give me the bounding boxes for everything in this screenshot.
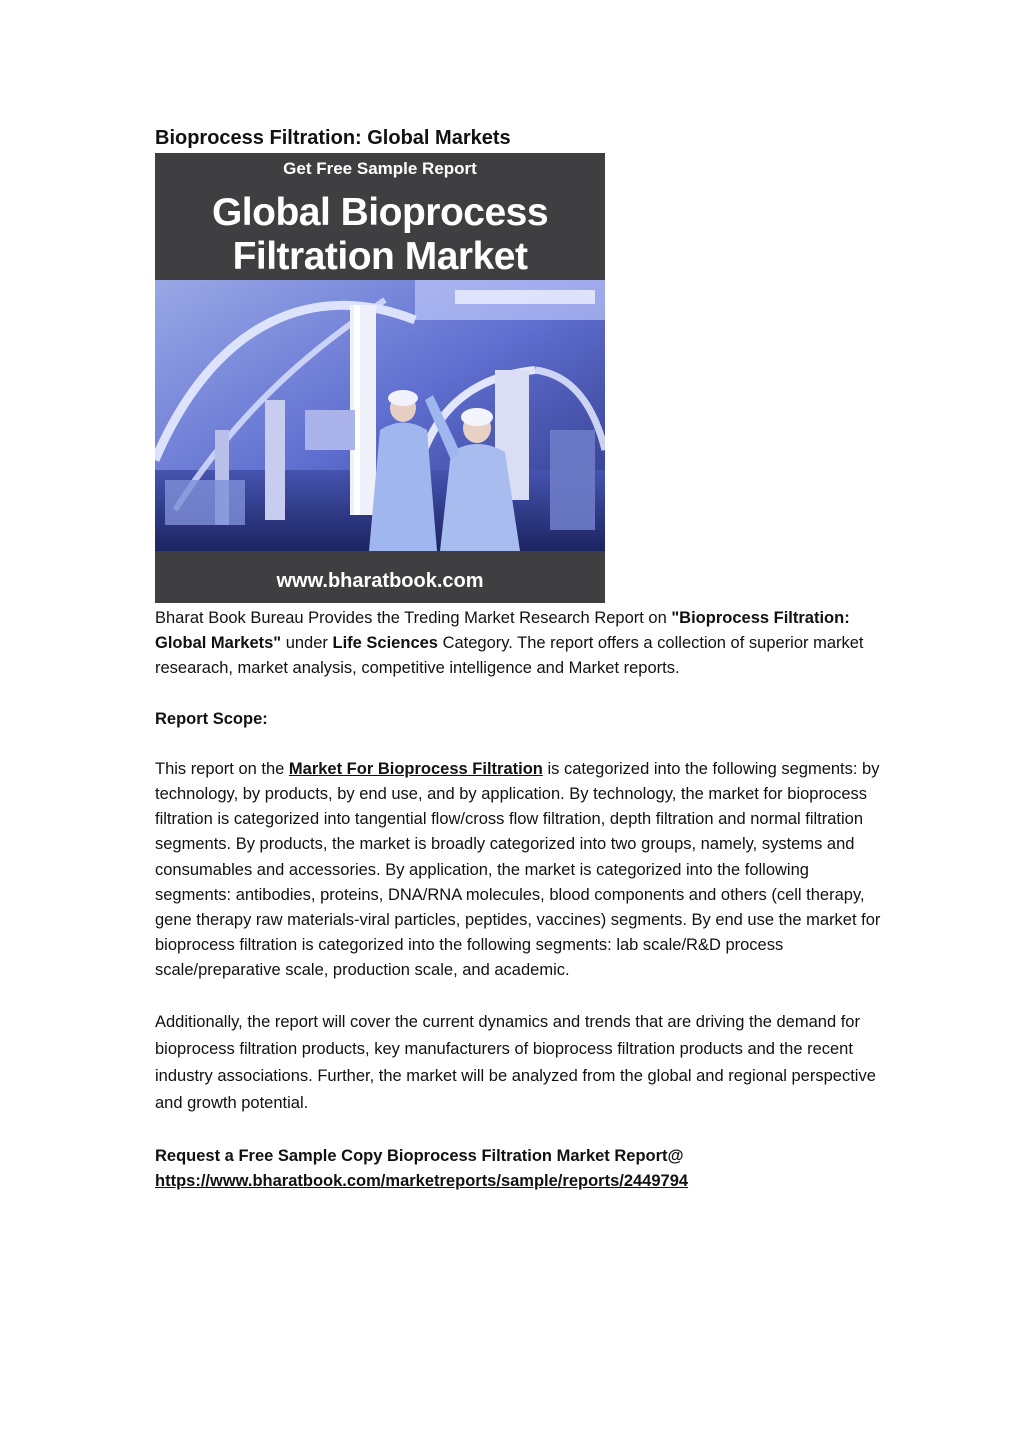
sample-request-link[interactable]: https://www.bharatbook.com/marketreports/sample/reports/2449794 xyxy=(155,1171,689,1190)
laboratory-photo xyxy=(155,280,605,551)
banner-top-text: Get Free Sample Report xyxy=(283,159,477,178)
intro-paragraph xyxy=(155,606,885,682)
intro-category: Life Sciences xyxy=(332,634,438,653)
intro-text-middle: under xyxy=(281,634,333,653)
scope-paragraph-1 xyxy=(155,757,885,984)
scope-para1-before: This report on the xyxy=(155,759,289,778)
report-banner-image[interactable] xyxy=(155,153,605,603)
banner-headline xyxy=(155,191,605,279)
sample-request-label: Request a Free Sample Copy Bioprocess Filtration Market Report@ xyxy=(155,1146,684,1165)
banner-headline-line2: Filtration Market xyxy=(232,235,528,278)
banner-headline-line1: Global Bioprocess xyxy=(211,191,549,234)
report-scope-heading: Report Scope: xyxy=(155,709,268,728)
intro-report-name: "Bioprocess Filtration: Global Markets" xyxy=(155,609,850,653)
sample-request-block xyxy=(155,1144,885,1194)
document-page xyxy=(155,124,885,1194)
banner-url: www.bharatbook.com xyxy=(276,570,484,592)
intro-text-before: Bharat Book Bureau Provides the Treding Market Research Report on xyxy=(155,609,672,627)
scope-para1-after: is categorized into the following segments: by technology, by products, by end use, and by application. By technology, the market for bioprocess filtration is categorized into tangential flow/cross flow filtration, depth filtration and normal filtration segments. By products, the market is broadly categorized into two groups, namely, systems and consumables and accessories. By application, the market is categorized into the following segments: antibodies, proteins, DNA/RNA molecules, blood components and others (cell therapy, gene therapy raw materials-viral particles, peptides, vaccines) segments. By end use the market for bioprocess filtration is categorized into the following segments: lab scale/R&D process scale/preparative scale, production scale, and academic. xyxy=(155,759,881,980)
scope-paragraph-2: Additionally, the report will cover the current dynamics and trends that are driving the demand for bioprocess filtration products, key manufacturers of bioprocess filtration products and the recent industry associations. Further, the market will be analyzed from the global and regional perspective and growth potential. xyxy=(155,1012,876,1112)
intro-text-after: Category. The report offers a collection of superior market researach, market analysis, competitive intelligence and Market reports. xyxy=(155,634,864,678)
market-link[interactable]: Market For Bioprocess Filtration xyxy=(288,759,543,778)
document-title: Bioprocess Filtration: Global Markets xyxy=(155,127,511,149)
